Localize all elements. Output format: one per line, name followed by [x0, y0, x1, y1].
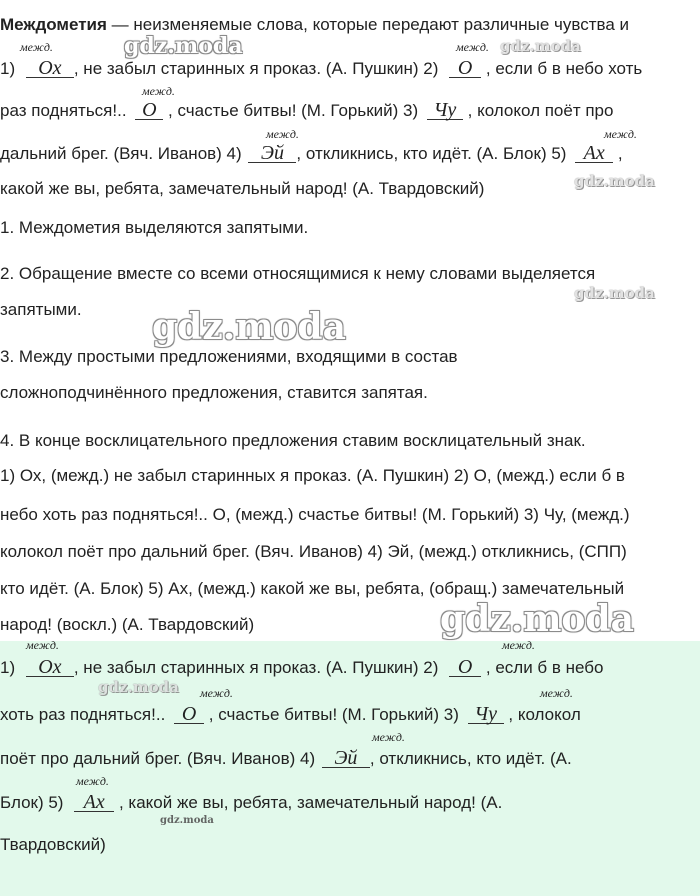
rule-3-line-1: 3. Между простыми предложениями, входящими в состав	[0, 347, 458, 366]
sentence-text: , если б в небо	[485, 658, 604, 677]
interjection-word: О	[174, 705, 204, 724]
rule-2-line-1: 2. Обращение вместе со всеми относящимися к нему словами выделяется	[0, 264, 596, 283]
interjection-word: Чу	[427, 101, 463, 120]
note-label: межд.	[20, 40, 53, 54]
sentence-text: , не забыл старинных я проказ. (А. Пушкин) 2)	[73, 658, 439, 677]
watermark: gdz.moda	[500, 37, 581, 55]
sentence-text: , счастье битвы! (М. Горький) 3)	[168, 101, 419, 120]
sentence-text: , колокол	[508, 705, 581, 724]
sentence-text: ,	[617, 144, 623, 163]
answer-line-1	[0, 657, 604, 679]
answer-line-2	[0, 704, 581, 726]
sentence-line-3	[0, 143, 623, 165]
sentence-text: , счастье битвы! (М. Горький) 3)	[208, 705, 459, 724]
note-label: межд.	[502, 638, 535, 652]
rule-4: 4. В конце восклицательного предложения ставим восклицательный знак.	[0, 431, 586, 450]
sentence-text: , не забыл старинных я проказ. (А. Пушкин) 2)	[73, 59, 439, 78]
watermark: gdz.moda	[440, 598, 634, 640]
rule-1: 1. Междометия выделяются запятыми.	[0, 218, 309, 237]
sentence-line-1	[0, 58, 642, 80]
sentence-text: , откликнись, кто идёт. (А.	[369, 749, 572, 768]
sentence-num: 1)	[0, 658, 16, 677]
interjection-word: Ах	[74, 793, 114, 812]
sentence-text: раз подняться!..	[0, 101, 127, 120]
analysis-line-2: небо хоть раз подняться!.. О, (межд.) счастье битвы! (М. Горький) 3) Чу, (межд.)	[0, 505, 630, 524]
sentence-text: какой же вы, ребята, замечательный народ! (А. Твардовский)	[0, 179, 485, 198]
note-label: межд.	[540, 686, 573, 700]
watermark: gdz.moda	[152, 306, 346, 348]
sentence-text: , откликнись, кто идёт. (А. Блок) 5)	[296, 144, 567, 163]
analysis-line-1: 1) Ох, (межд.) не забыл старинных я проказ. (А. Пушкин) 2) О, (межд.) если б в	[0, 466, 625, 485]
intro-rest: — неизменяемые слова, которые передают различные чувства и	[106, 15, 630, 34]
interjection-word: Ох	[26, 658, 74, 677]
watermark: gdz.moda	[160, 815, 214, 826]
sentence-text: Блок) 5)	[0, 793, 64, 812]
watermark: gdz.moda	[574, 284, 655, 302]
sentence-text: , какой же вы, ребята, замечательный народ! (А.	[118, 793, 503, 812]
interjection-word: О	[449, 59, 481, 78]
interjection-word: О	[135, 101, 163, 120]
note-label: межд.	[266, 127, 299, 141]
interjection-word: Ох	[26, 59, 74, 78]
analysis-line-5: народ! (воскл.) (А. Твардовский)	[0, 615, 255, 634]
analysis-line-3: колокол поёт про дальний брег. (Вяч. Иванов) 4) Эй, (межд.) откликнись, (СПП)	[0, 542, 627, 561]
watermark: gdz.moda	[124, 33, 243, 59]
rule-3-line-2: сложноподчинённого предложения, ставится запятая.	[0, 383, 428, 402]
sentence-num: 1)	[0, 59, 16, 78]
answer-line-5: Твардовский)	[0, 835, 106, 854]
rule-2-line-2: запятыми.	[0, 300, 82, 319]
sentence-text: дальний брег. (Вяч. Иванов) 4)	[0, 144, 242, 163]
analysis-line-4: кто идёт. (А. Блок) 5) Ах, (межд.) какой же вы, ребята, (обращ.) замечательный	[0, 579, 625, 598]
watermark: gdz.moda	[98, 678, 179, 696]
answer-line-4	[0, 792, 502, 814]
sentence-text: , если б в небо хоть	[485, 59, 643, 78]
note-label: межд.	[456, 40, 489, 54]
note-label: межд.	[604, 127, 637, 141]
sentence-text: , колокол поёт про	[467, 101, 614, 120]
note-label: межд.	[372, 730, 405, 744]
interjection-word: О	[449, 658, 481, 677]
sentence-line-2	[0, 100, 613, 122]
watermark: gdz.moda	[574, 172, 655, 190]
sentence-line-4	[0, 178, 484, 200]
note-label: межд.	[142, 84, 175, 98]
note-label: межд.	[76, 774, 109, 788]
intro-term: Междометия	[0, 15, 107, 34]
interjection-word: Чу	[468, 705, 504, 724]
note-label: межд.	[26, 638, 59, 652]
note-label: межд.	[200, 686, 233, 700]
interjection-word: Эй	[322, 749, 370, 768]
answer-line-3	[0, 748, 572, 770]
sentence-text: поёт про дальний брег. (Вяч. Иванов) 4)	[0, 749, 316, 768]
sentence-text: хоть раз подняться!..	[0, 705, 166, 724]
interjection-word: Эй	[248, 144, 296, 163]
interjection-word: Ах	[575, 144, 613, 163]
intro-line	[0, 14, 629, 36]
